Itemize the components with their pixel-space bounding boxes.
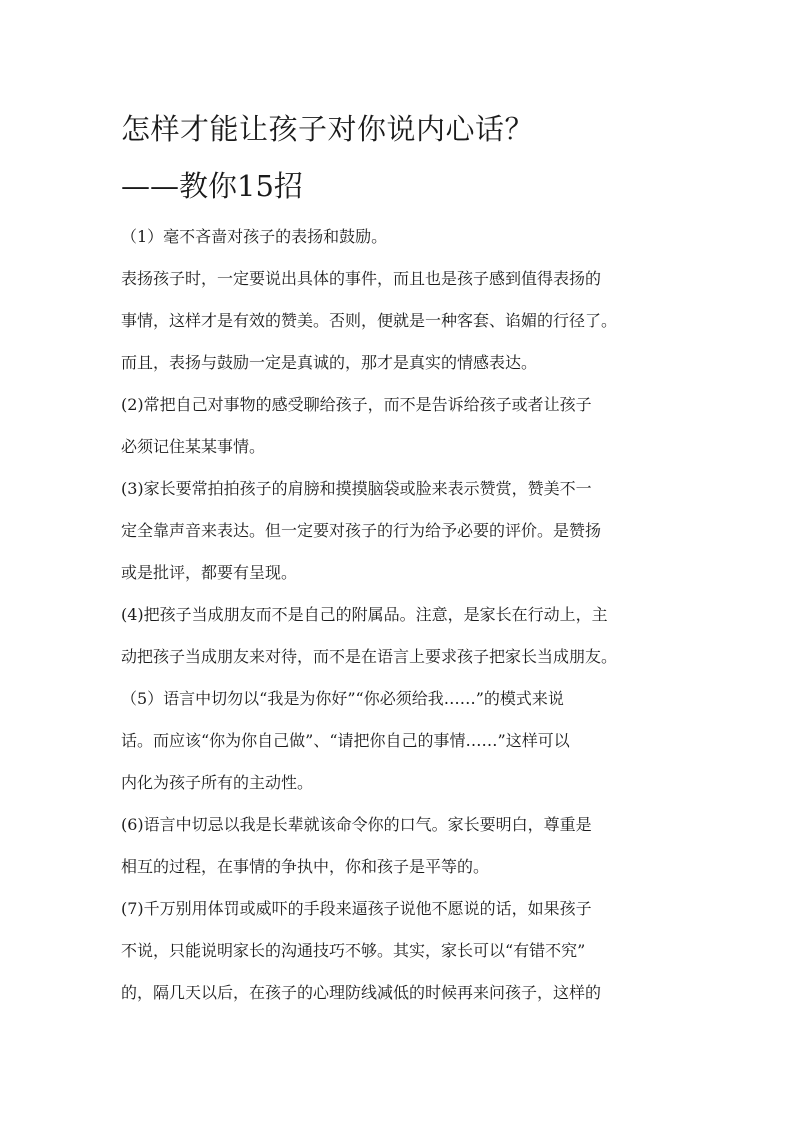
paragraph-line: (7)千万别用体罚或威吓的手段来逼孩子说他不愿说的话，如果孩子: [121, 899, 592, 918]
paragraph-line: (3)家长要常拍拍孩子的肩膀和摸摸脑袋或脸来表示赞赏，赞美不一: [121, 479, 592, 498]
document-title: 怎样才能让孩子对你说内心话？: [121, 112, 535, 146]
paragraph-line: (4)把孩子当成朋友而不是自己的附属品。注意，是家长在行动上，主: [121, 605, 608, 624]
paragraph-line: 事情，这样才是有效的赞美。否则，便就是一种客套、谄媚的行径了。: [121, 311, 618, 330]
paragraph-line: 而且，表扬与鼓励一定是真诚的，那才是真实的情感表达。: [121, 353, 538, 372]
paragraph-line: （1）毫不吝啬对孩子的表扬和鼓励。: [121, 227, 388, 246]
paragraph-line: 内化为孩子所有的主动性。: [121, 773, 314, 792]
paragraph-line: (2)常把自己对事物的感受聊给孩子，而不是告诉给孩子或者让孩子: [121, 395, 592, 414]
paragraph-line: 或是批评，都要有呈现。: [121, 563, 298, 582]
paragraph: [121, 678, 686, 804]
paragraph-line: 的，隔几天以后，在孩子的心理防线减低的时候再来问孩子，这样的: [121, 983, 602, 1002]
paragraph-line: 动把孩子当成朋友来对待，而不是在语言上要求孩子把家长当成朋友。: [121, 647, 618, 666]
paragraph-line: 必须记住某某事情。: [121, 437, 266, 456]
paragraph: [121, 216, 686, 258]
paragraph-line: 不说，只能说明家长的沟通技巧不够。其实，家长可以“有错不究”: [121, 941, 586, 960]
document-subtitle: ——教你15招: [121, 169, 303, 203]
paragraph: [121, 804, 686, 888]
paragraph-line: 表扬孩子时，一定要说出具体的事件，而且也是孩子感到值得表扬的: [121, 269, 602, 288]
paragraph: [121, 888, 686, 1014]
paragraph: [121, 384, 686, 468]
document-content: [121, 100, 686, 1014]
paragraph: [121, 468, 686, 594]
paragraph-line: （5）语言中切勿以“我是为你好”“你必须给我……”的模式来说: [121, 689, 564, 708]
paragraph-line: 定全靠声音来表达。但一定要对孩子的行为给予必要的评价。是赞扬: [121, 521, 602, 540]
paragraph-line: (6)语言中切忌以我是长辈就该命令你的口气。家长要明白，尊重是: [121, 815, 592, 834]
paragraph-line: 相互的过程，在事情的争执中，你和孩子是平等的。: [121, 857, 490, 876]
paragraph-line: 话。而应该“你为你自己做”、“请把你自己的事情……”这样可以: [121, 731, 570, 750]
paragraph: [121, 258, 686, 384]
paragraph-list: [121, 216, 686, 1014]
paragraph: [121, 594, 686, 678]
